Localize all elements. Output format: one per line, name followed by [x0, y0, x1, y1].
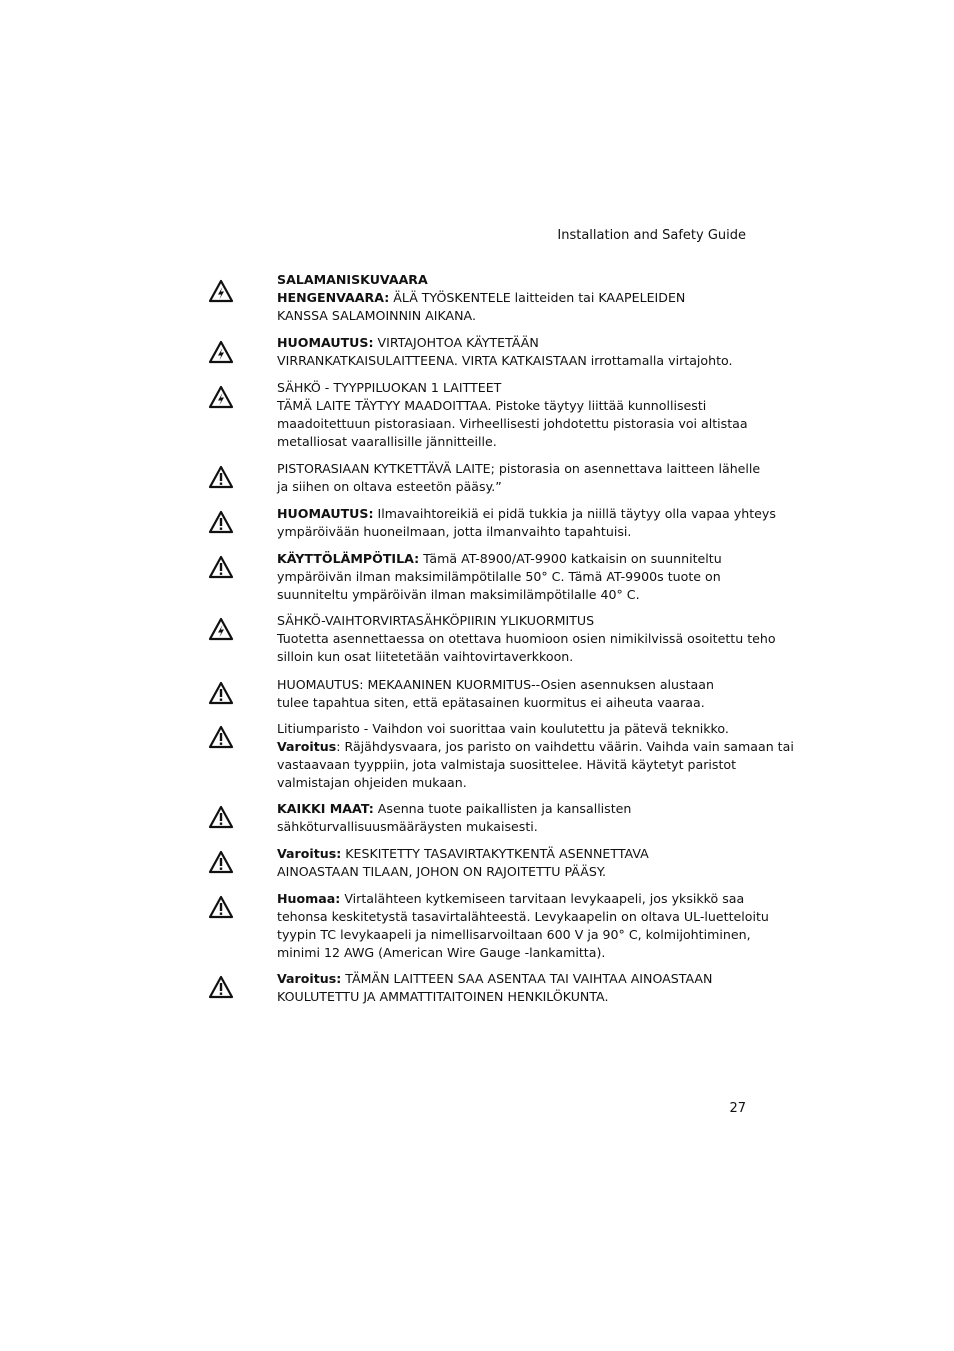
notice-line: minimi 12 AWG (American Wire Gauge -lankamitta).: [277, 945, 606, 960]
notice-line: SÄHKÖ-VAIHTORVIRTASÄHKÖPIIRIN YLIKUORMITUS: [277, 613, 595, 628]
warning-icon: [208, 805, 234, 829]
notice-line: silloin kun osat liitetetään vaihtovirtaverkkoon.: [277, 649, 574, 664]
lightning-warning-icon: [208, 617, 234, 641]
running-header: Installation and Safety Guide: [557, 228, 746, 243]
warning-icon: [208, 725, 234, 749]
notice-line: ympäröivän ilman maksimilämpötilalle 50° C. Tämä AT-9900s tuote on: [277, 569, 721, 584]
notice-line: Huomaa: Virtalähteen kytkemiseen tarvitaan levykaapeli, jos yksikkö saa: [277, 891, 745, 906]
notice-line: Varoitus: Räjähdysvaara, jos paristo on vaihdettu väärin. Vaihda vain samaan tai: [277, 739, 794, 754]
notice-line: HENGENVAARA: ÄLÄ TYÖSKENTELE laitteiden tai KAAPELEIDEN: [277, 290, 686, 305]
notice-line: metalliosat vaarallisille jännitteille.: [277, 434, 497, 449]
notice-line: Varoitus: TÄMÄN LAITTEEN SAA ASENTAA TAI VAIHTAA AINOASTAAN: [277, 971, 713, 986]
notice-line: Tuotetta asennettaessa on otettava huomioon osien nimikilvissä osoitettu teho: [277, 631, 776, 646]
notice-line: PISTORASIAAN KYTKETTÄVÄ LAITE; pistorasia on asennettava laitteen lähelle: [277, 461, 761, 476]
notice-line: KOULUTETTU JA AMMATTITAITOINEN HENKILÖKUNTA.: [277, 989, 609, 1004]
notice-line: KAIKKI MAAT: Asenna tuote paikallisten ja kansallisten: [277, 801, 632, 816]
notice-line: tulee tapahtua siten, että epätasainen kuormitus ei aiheuta vaaraa.: [277, 695, 705, 710]
notice-line: AINOASTAAN TILAAN, JOHON ON RAJOITETTU PÄÄSY.: [277, 864, 606, 879]
notice-line: vastaavaan tyyppiin, jota valmistaja suosittelee. Hävitä käytetyt paristot: [277, 757, 737, 772]
warning-icon: [208, 850, 234, 874]
notice-line: valmistajan ohjeiden mukaan.: [277, 775, 467, 790]
notice-line: Litiumparisto - Vaihdon voi suorittaa vain koulutettu ja pätevä teknikko.: [277, 721, 729, 736]
notice-line: TÄMÄ LAITE TÄYTYY MAADOITTAA. Pistoke täytyy liittää kunnollisesti: [277, 398, 707, 413]
notice-line: ympäröivään huoneilmaan, jotta ilmanvaihto tapahtuisi.: [277, 524, 632, 539]
lightning-warning-icon: [208, 385, 234, 409]
notice-line: VIRRANKATKAISULAITTEENA. VIRTA KATKAISTAAN irrottamalla virtajohto.: [277, 353, 733, 368]
notice-line: maadoitettuun pistorasiaan. Virheellisesti johdotettu pistorasia voi altistaa: [277, 416, 748, 431]
warning-icon: [208, 681, 234, 705]
lightning-warning-icon: [208, 340, 234, 364]
notice-line: KÄYTTÖLÄMPÖTILA: Tämä AT-8900/AT-9900 katkaisin on suunniteltu: [277, 551, 722, 566]
notice-line: HUOMAUTUS: MEKAANINEN KUORMITUS--Osien asennuksen alustaan: [277, 677, 714, 692]
notice-line: ja siihen on oltava esteetön pääsy.”: [277, 479, 502, 494]
notice-line: HUOMAUTUS: Ilmavaihtoreikiä ei pidä tukkia ja niillä täytyy olla vapaa yhteys: [277, 506, 776, 521]
warning-icon: [208, 555, 234, 579]
notice-line: suunniteltu ympäröivän ilman maksimilämpötilalle 40° C.: [277, 587, 640, 602]
notice-line: SÄHKÖ - TYYPPILUOKAN 1 LAITTEET: [277, 380, 502, 395]
lightning-warning-icon: [208, 279, 234, 303]
warning-icon: [208, 895, 234, 919]
notice-line: tyypin TC levykaapeli ja nimellisarvoiltaan 600 V ja 90° C, kolmijohtiminen,: [277, 927, 751, 942]
warning-icon: [208, 465, 234, 489]
notice-line: HUOMAUTUS: VIRTAJOHTOA KÄYTETÄÄN: [277, 335, 539, 350]
notice-line: KANSSA SALAMOINNIN AIKANA.: [277, 308, 476, 323]
notice-line: sähköturvallisuusmääräysten mukaisesti.: [277, 819, 538, 834]
warning-icon: [208, 975, 234, 999]
notice-line: SALAMANISKUVAARA: [277, 272, 428, 287]
page-number: 27: [729, 1101, 746, 1116]
warning-icon: [208, 510, 234, 534]
notice-line: tehonsa keskitetystä tasavirtalähteestä. Levykaapelin on oltava UL-luetteloitu: [277, 909, 769, 924]
notice-line: Varoitus: KESKITETTY TASAVIRTAKYTKENTÄ ASENNETTAVA: [277, 846, 649, 861]
